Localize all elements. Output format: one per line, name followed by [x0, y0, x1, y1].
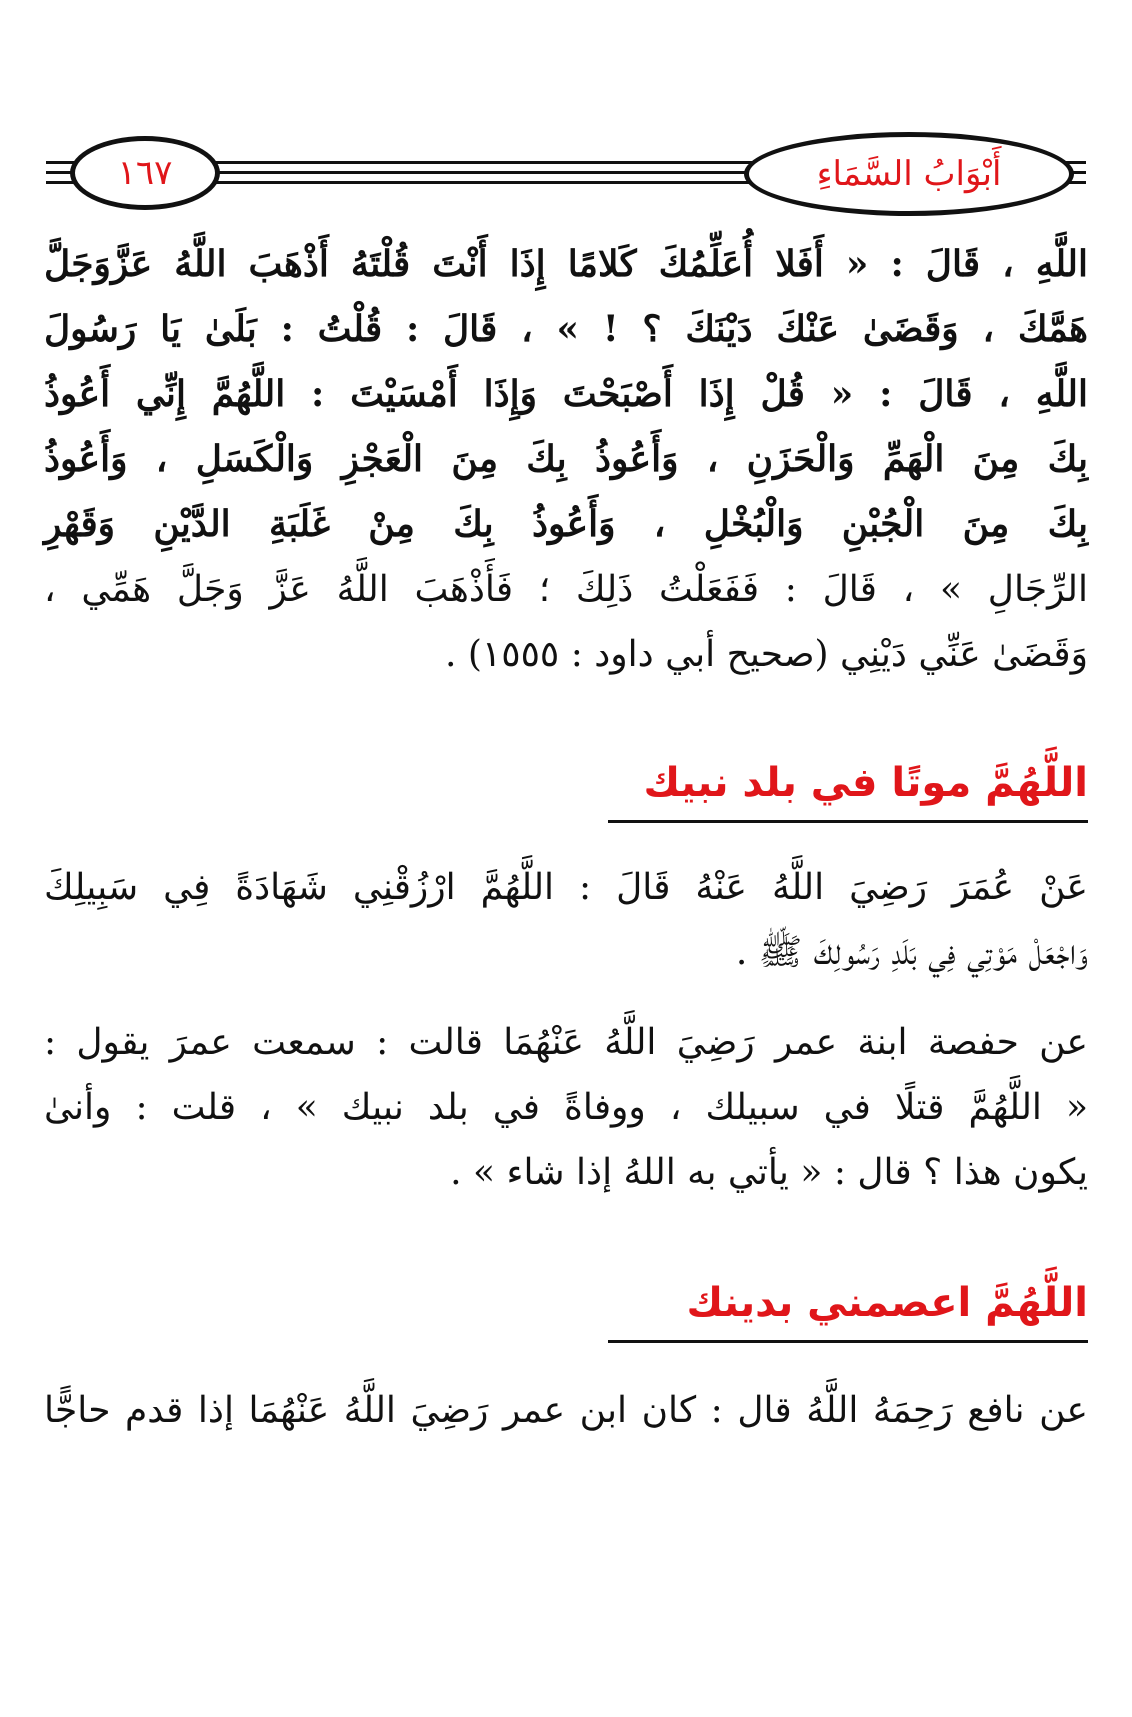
section-heading: اللَّهُمَّ موتًا في بلد نبيك — [608, 760, 1088, 823]
text-line: وَقَضَىٰ عَنِّي دَيْنِي (صحيح أبي داود : ١٥٥٥) . — [444, 634, 1088, 675]
text-line: « اللَّهُمَّ قتلًا في سبيلك ، ووفاةً في بلد نبيك » ، قلت : وأنىٰ — [44, 1087, 1088, 1128]
text-line: عن نافع رَحِمَهُ اللَّهُ قال : كان ابن عمر رَضِيَ اللَّهُ عَنْهُمَا إذا قدم حاجًّا — [44, 1390, 1088, 1431]
text-line: وَاجْعَلْ مَوْتِي فِي بَلَدِ رَسُولِكَ ﷺ . — [735, 932, 1088, 973]
text-line: عن حفصة ابنة عمر رَضِيَ اللَّهُ عَنْهُمَا قالت : سمعت عمرَ يقول : — [44, 1022, 1088, 1063]
section-heading: اللَّهُمَّ اعصمني بدينك — [608, 1280, 1088, 1343]
text-line: بِكَ مِنَ الْهَمِّ وَالْحَزَنِ ، وَأَعُوذُ بِكَ مِنَ الْعَجْزِ وَالْكَسَلِ ، وَأَعُوذُ — [44, 438, 1088, 480]
page-number: ١٦٧ — [117, 153, 173, 193]
text-line: الرِّجَالِ » ، قَالَ : فَفَعَلْتُ ذَلِكَ ؛ فَأَذْهَبَ اللَّهُ عَزَّ وَجَلَّ هَمِّي ، — [44, 569, 1088, 610]
text-line: عَنْ عُمَرَ رَضِيَ اللَّهُ عَنْهُ قَالَ : اللَّهُمَّ ارْزُقْنِي شَهَادَةً فِي سَبِيلِكَ — [44, 867, 1088, 908]
text-line: اللَّهِ ، قَالَ : « أَفَلا أُعَلِّمُكَ كَلامًا إِذَا أَنْتَ قُلْتَهُ أَذْهَبَ اللَّهُ عَزَّوَجَلَّ — [44, 243, 1088, 285]
chapter-title: أَبْوَابُ السَّمَاءِ — [816, 154, 1002, 194]
running-header — [0, 130, 1132, 220]
text-line: بِكَ مِنَ الْجُبْنِ وَالْبُخْلِ ، وَأَعُوذُ بِكَ مِنْ غَلَبَةِ الدَّيْنِ وَقَهْرِ — [44, 503, 1088, 545]
text-line: يكون هذا ؟ قال : « يأتي به اللهُ إذا شاء » . — [450, 1152, 1088, 1193]
text-line: هَمَّكَ ، وَقَضَىٰ عَنْكَ دَيْنَكَ ؟ ! » ، قَالَ : قُلْتُ : بَلَىٰ يَا رَسُولَ — [44, 308, 1088, 350]
text-line: اللَّهِ ، قَالَ : « قُلْ إِذَا أَصْبَحْتَ وَإِذَا أَمْسَيْتَ : اللَّهُمَّ إِنِّي أَعُوذُ — [44, 373, 1088, 415]
chapter-title-oval — [744, 132, 1074, 216]
page-number-oval — [70, 136, 220, 210]
